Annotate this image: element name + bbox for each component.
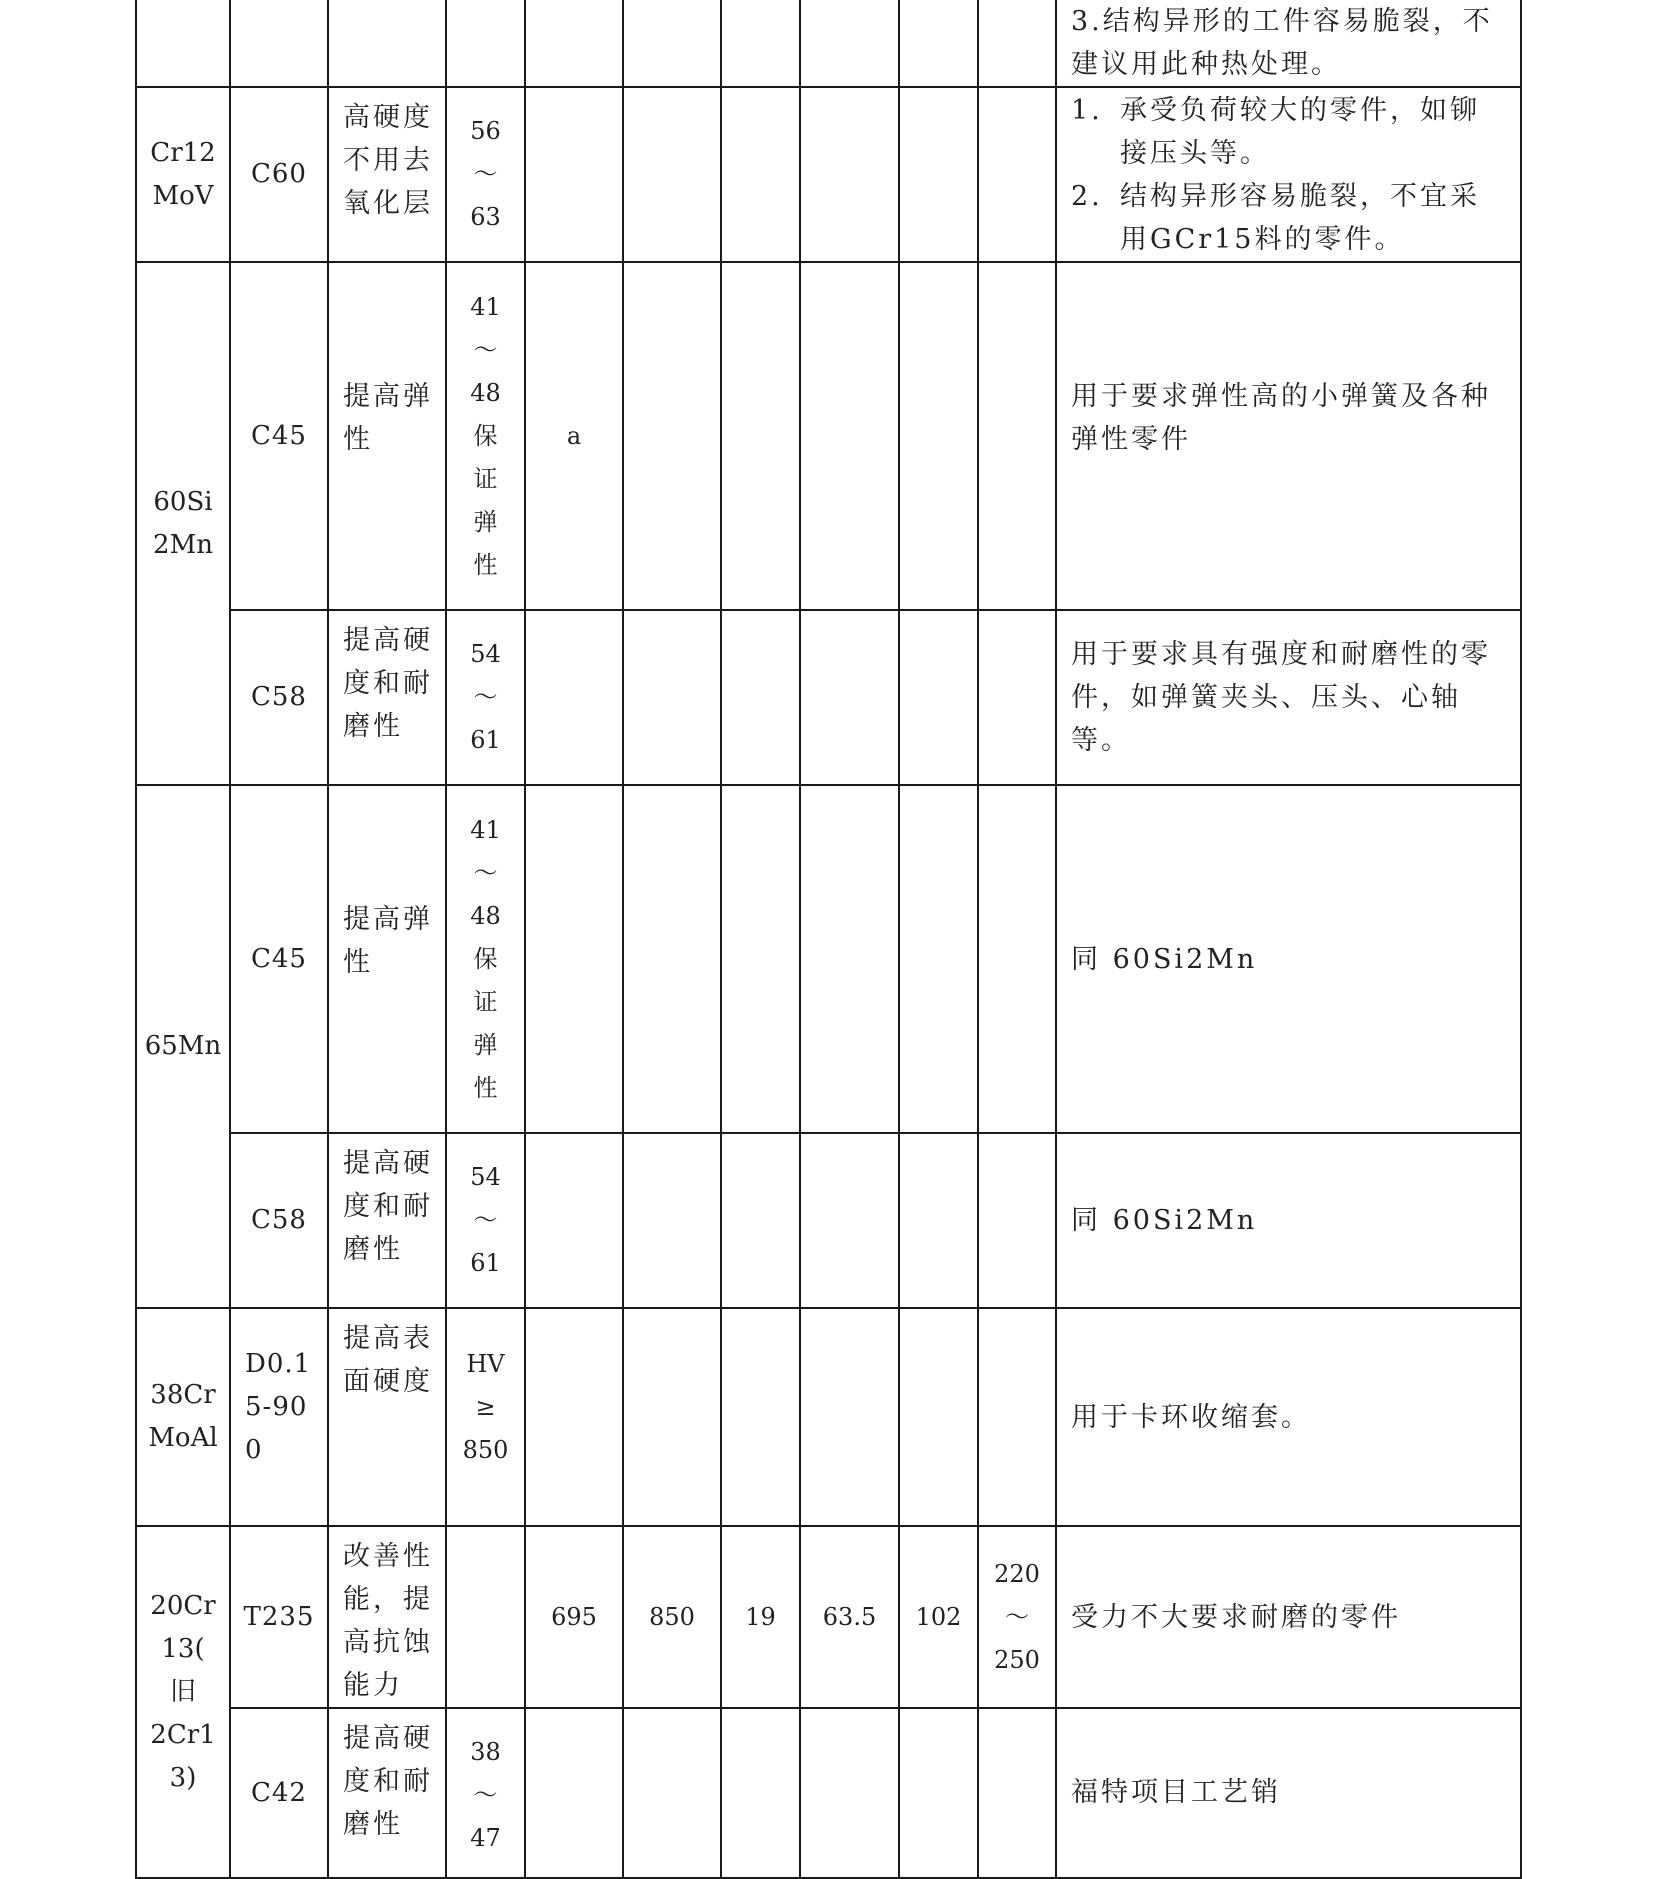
table-row — [136, 610, 1521, 785]
cell-empty — [899, 1708, 978, 1878]
hardness-cell: 54 ～ 61 — [446, 610, 525, 785]
cell-empty — [525, 0, 623, 87]
hardness-cell: 41 ～ 48 保 证 弹 性 — [446, 262, 525, 610]
note-cell: 同 60Si2Mn — [1056, 785, 1521, 1133]
cell-empty — [800, 1133, 899, 1308]
purpose-cell: 高硬度不用去氧化层 — [328, 87, 446, 262]
cell-empty — [978, 610, 1056, 785]
cell-empty — [623, 610, 721, 785]
note-list — [1071, 89, 1508, 261]
process-code-cell: C45 — [230, 262, 328, 610]
cell-empty — [899, 785, 978, 1133]
note-cell: 受力不大要求耐磨的零件 — [1056, 1526, 1521, 1708]
table-row — [136, 1308, 1521, 1526]
cell-empty — [800, 0, 899, 87]
table-row — [136, 1708, 1521, 1878]
cell-empty — [623, 785, 721, 1133]
cell-empty — [721, 0, 800, 87]
purpose-cell: 提高弹性 — [328, 785, 446, 1133]
cell-empty — [978, 1133, 1056, 1308]
cell-empty — [525, 1708, 623, 1878]
value-cell: 695 — [525, 1526, 623, 1708]
value-cell: 19 — [721, 1526, 800, 1708]
cell-empty — [800, 785, 899, 1133]
cell-empty — [721, 87, 800, 262]
cell-empty — [899, 1308, 978, 1526]
cell-empty — [978, 1708, 1056, 1878]
process-code-cell: C58 — [230, 1133, 328, 1308]
material-cell: 65Mn — [136, 785, 230, 1308]
cell-empty — [623, 87, 721, 262]
cell-empty — [721, 1308, 800, 1526]
cell-empty — [328, 0, 446, 87]
hardness-cell: 41 ～ 48 保 证 弹 性 — [446, 785, 525, 1133]
hardness-cell: 54 ～ 61 — [446, 1133, 525, 1308]
purpose-cell: 提高硬度和耐磨性 — [328, 1133, 446, 1308]
note-cell: 福特项目工艺销 — [1056, 1708, 1521, 1878]
cell-empty — [899, 610, 978, 785]
value-cell: a — [525, 262, 623, 610]
cell-empty — [623, 1133, 721, 1308]
cell-empty — [800, 1308, 899, 1526]
cell-empty — [525, 1308, 623, 1526]
heat-treatment-table — [135, 0, 1522, 1879]
hardness-cell: HV ≥ 850 — [446, 1308, 525, 1526]
purpose-cell: 提高硬度和耐磨性 — [328, 1708, 446, 1878]
cell-empty — [525, 610, 623, 785]
cell-empty — [525, 1133, 623, 1308]
cell-empty — [230, 0, 328, 87]
cell-empty — [800, 1708, 899, 1878]
cell-empty — [721, 610, 800, 785]
hardness-cell: 56 ～ 63 — [446, 87, 525, 262]
value-cell: 102 — [899, 1526, 978, 1708]
process-code-cell: C42 — [230, 1708, 328, 1878]
list-item: 2. 结构异形容易脆裂，不宜采用GCr15料的零件。 — [1071, 180, 1480, 255]
process-code-cell: C60 — [230, 87, 328, 262]
cell-empty — [136, 0, 230, 87]
cell-empty — [446, 0, 525, 87]
table-row — [136, 262, 1521, 610]
cell-empty — [978, 87, 1056, 262]
cell-empty — [978, 262, 1056, 610]
cell-empty — [623, 0, 721, 87]
table-row — [136, 1133, 1521, 1308]
cell-empty — [721, 1133, 800, 1308]
cell-empty — [978, 785, 1056, 1133]
cell-empty — [899, 0, 978, 87]
material-cell: 20Cr 13( 旧 2Cr1 3) — [136, 1526, 230, 1878]
purpose-cell: 提高表面硬度 — [328, 1308, 446, 1526]
note-cell: 用于卡环收缩套。 — [1056, 1308, 1521, 1526]
value-cell: 63.5 — [800, 1526, 899, 1708]
cell-empty — [721, 1708, 800, 1878]
process-code-cell: C58 — [230, 610, 328, 785]
process-code-cell: C45 — [230, 785, 328, 1133]
table-row — [136, 1526, 1521, 1708]
material-cell: Cr12 MoV — [136, 87, 230, 262]
cell-empty — [623, 1708, 721, 1878]
cell-empty — [446, 1526, 525, 1708]
cell-empty — [899, 1133, 978, 1308]
process-code-cell: D0.1 5-90 0 — [230, 1308, 328, 1526]
cell-empty — [721, 785, 800, 1133]
cell-empty — [899, 262, 978, 610]
hardness-cell: 38 ～ 47 — [446, 1708, 525, 1878]
cell-empty — [525, 785, 623, 1133]
list-item: 1. 承受负荷较大的零件，如铆接压头等。 — [1071, 94, 1480, 169]
table-row — [136, 785, 1521, 1133]
purpose-cell: 提高硬度和耐磨性 — [328, 610, 446, 785]
cell-empty — [800, 262, 899, 610]
table-row — [136, 87, 1521, 262]
cell-empty — [899, 87, 978, 262]
note-cell: 用于要求具有强度和耐磨性的零件，如弹簧夹头、压头、心轴等。 — [1056, 610, 1521, 785]
cell-empty — [800, 610, 899, 785]
cell-empty — [525, 87, 623, 262]
cell-empty — [721, 262, 800, 610]
cell-empty — [978, 0, 1056, 87]
purpose-cell: 提高弹性 — [328, 262, 446, 610]
note-cell: 3.结构异形的工件容易脆裂，不建议用此种热处理。 — [1056, 0, 1521, 87]
table-row — [136, 0, 1521, 87]
note-cell — [1056, 87, 1521, 262]
process-code-cell: T235 — [230, 1526, 328, 1708]
cell-empty — [800, 87, 899, 262]
note-cell: 同 60Si2Mn — [1056, 1133, 1521, 1308]
cell-empty — [623, 1308, 721, 1526]
cell-empty — [978, 1308, 1056, 1526]
note-cell: 用于要求弹性高的小弹簧及各种弹性零件 — [1056, 262, 1521, 610]
material-cell: 60Si 2Mn — [136, 262, 230, 785]
purpose-cell: 改善性能，提高抗蚀能力 — [328, 1526, 446, 1708]
hardness-range-cell: 220 ～ 250 — [978, 1526, 1056, 1708]
material-cell: 38Cr MoAl — [136, 1308, 230, 1526]
value-cell: 850 — [623, 1526, 721, 1708]
cell-empty — [623, 262, 721, 610]
